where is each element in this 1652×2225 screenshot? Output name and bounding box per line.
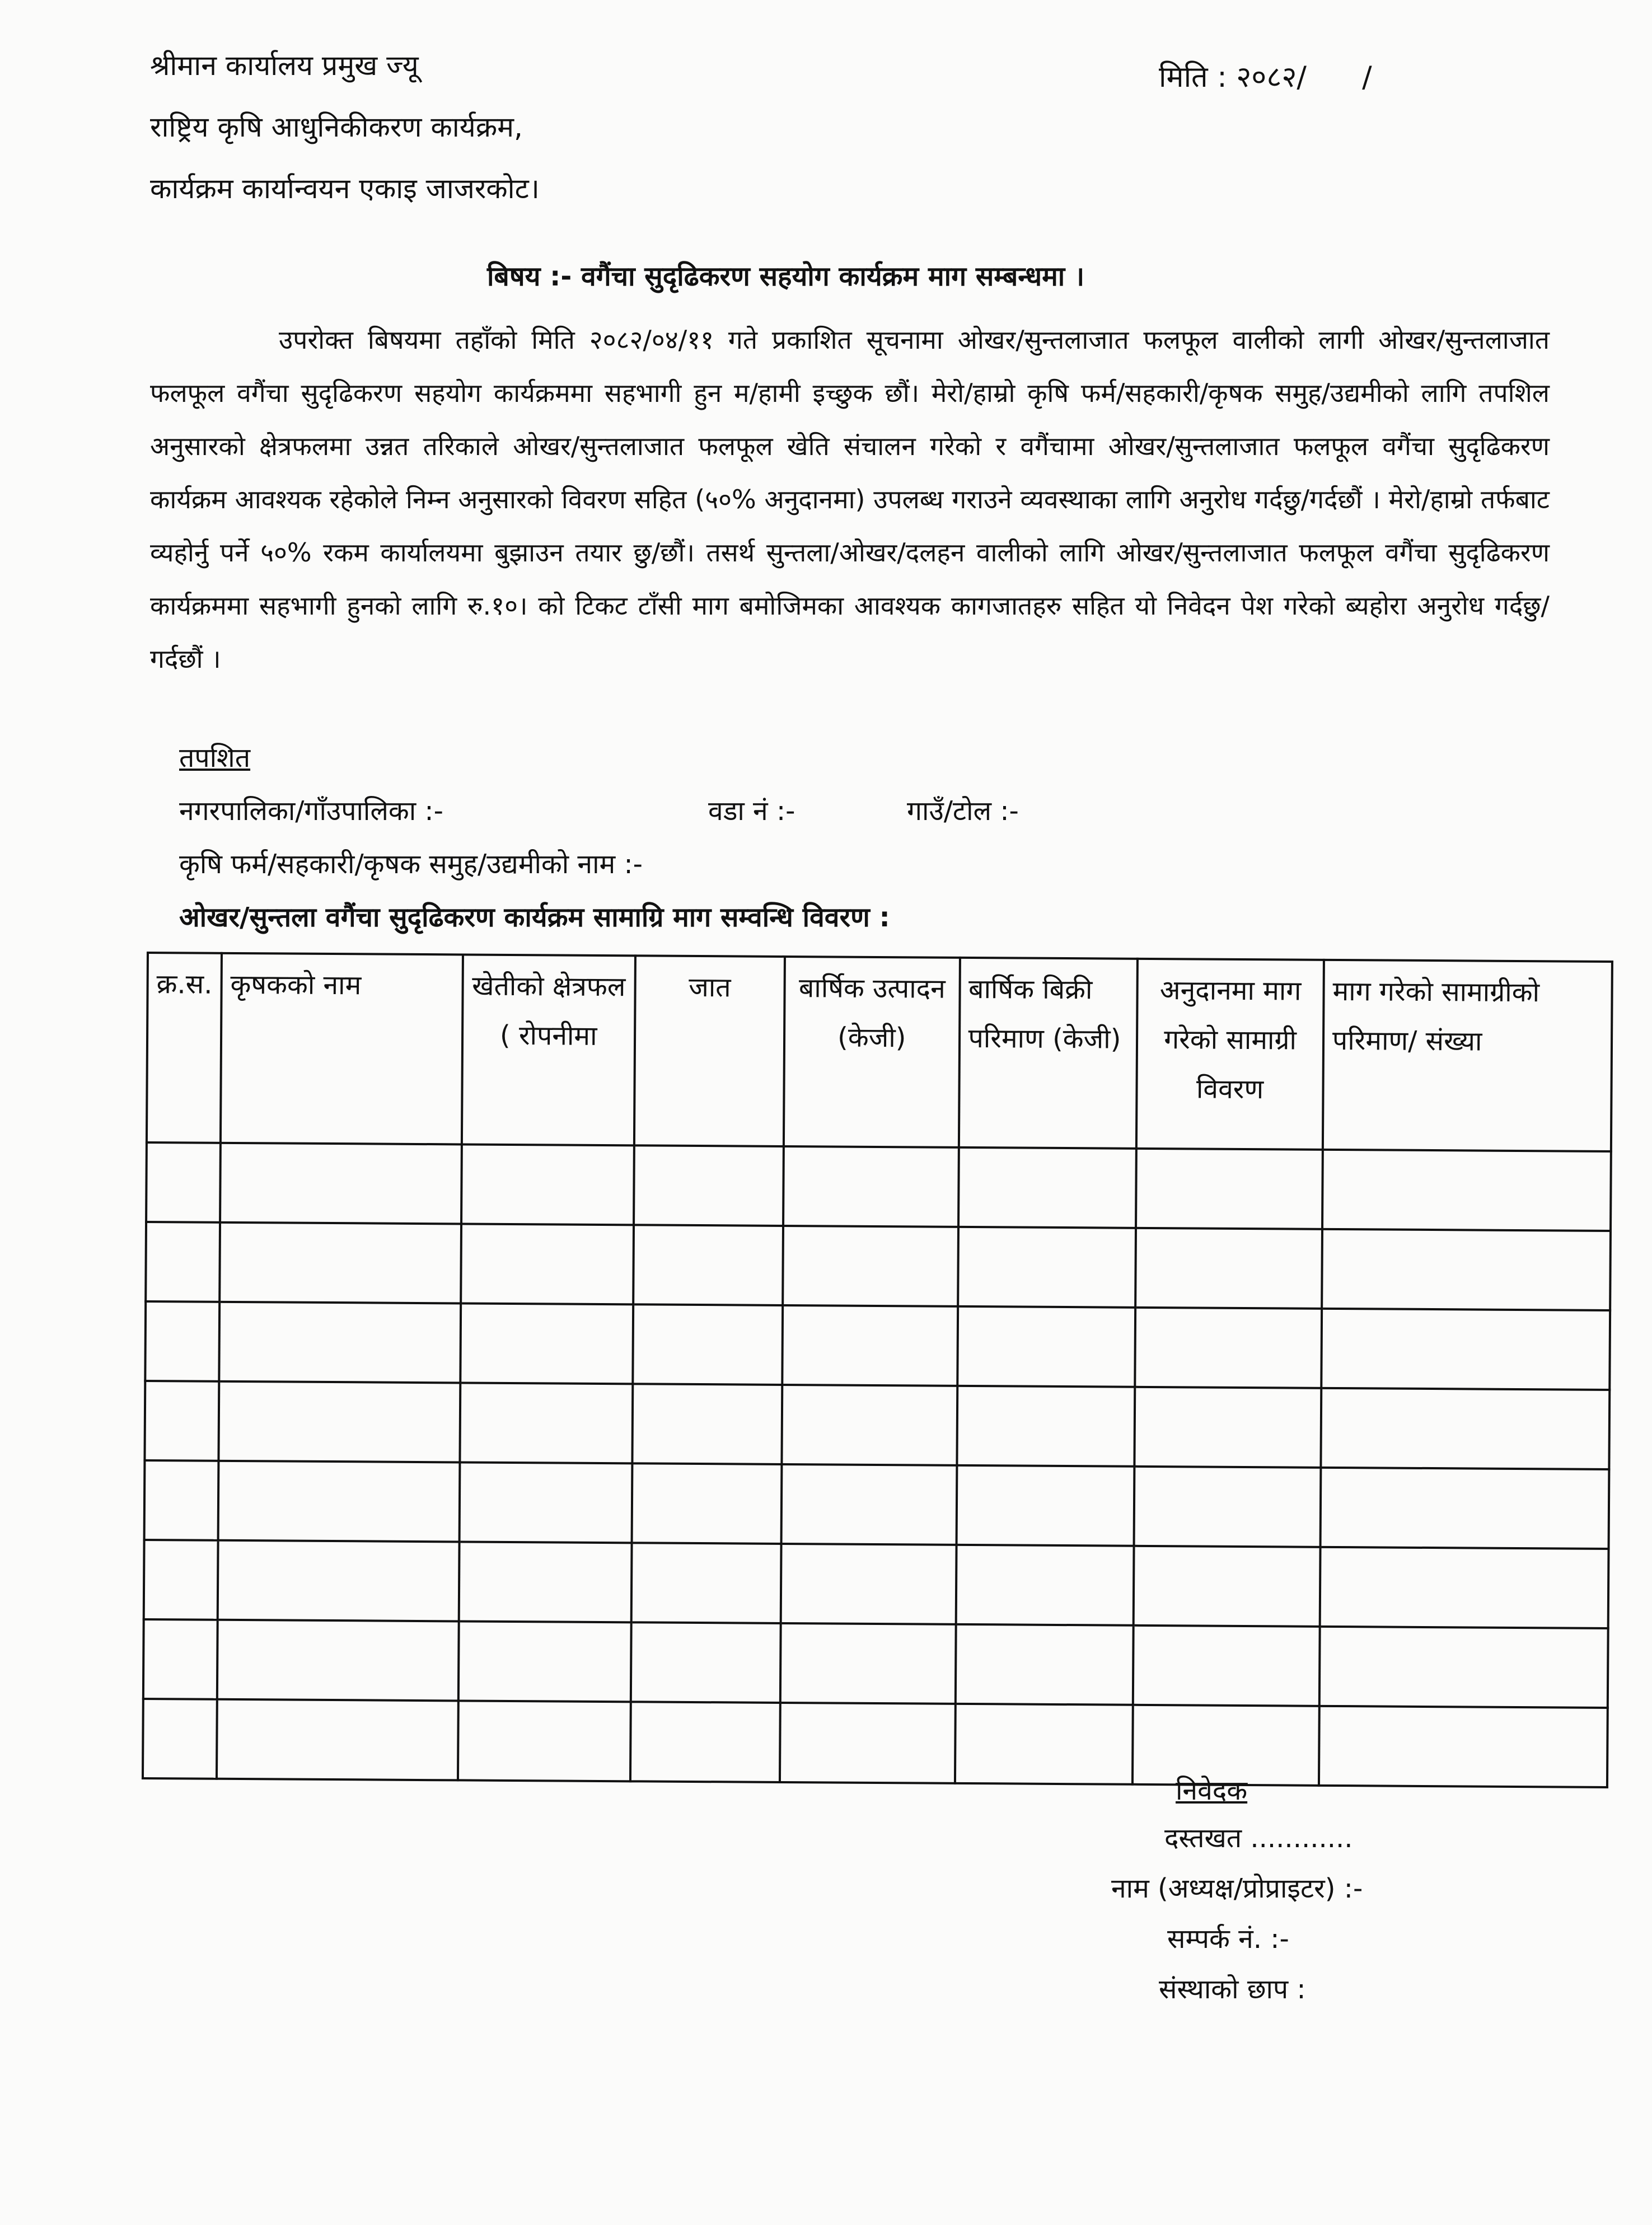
- col-material-quantity: माग गरेको सामाग्रीको परिमाण/ संख्या: [1323, 960, 1612, 1151]
- table-cell[interactable]: [782, 1305, 957, 1386]
- table-cell[interactable]: [958, 1147, 1136, 1228]
- table-cell[interactable]: [146, 1222, 220, 1302]
- table-cell[interactable]: [219, 1302, 461, 1383]
- table-cell[interactable]: [144, 1460, 219, 1540]
- table-cell[interactable]: [458, 1621, 631, 1702]
- table-cell[interactable]: [460, 1383, 633, 1463]
- applicant-name-field[interactable]: नाम (अध्यक्ष/प्रोप्राइटर) :-: [1111, 1873, 1363, 1904]
- table-cell[interactable]: [630, 1622, 780, 1703]
- col-farm-area: खेतीको क्षेत्रफल ( रोपनीमा: [462, 954, 635, 1145]
- table-cell[interactable]: [460, 1303, 633, 1384]
- date-label: मिति :: [1159, 60, 1227, 94]
- ward-field[interactable]: वडा नं :-: [708, 795, 795, 827]
- table-row: [145, 1301, 1610, 1390]
- table-row: [146, 1222, 1611, 1310]
- table-cell[interactable]: [1135, 1228, 1322, 1309]
- col-subsidy-material: अनुदानमा माग गरेको सामाग्री विवरण: [1136, 959, 1324, 1150]
- table-cell[interactable]: [459, 1462, 632, 1543]
- table-cell[interactable]: [957, 1386, 1135, 1467]
- table-cell[interactable]: [458, 1542, 631, 1622]
- table-cell[interactable]: [634, 1145, 784, 1226]
- table-cell[interactable]: [461, 1144, 634, 1225]
- table-cell[interactable]: [219, 1222, 461, 1304]
- table-cell[interactable]: [633, 1225, 783, 1305]
- table-cell[interactable]: [631, 1543, 781, 1623]
- village-field[interactable]: गाउँ/टोल :-: [907, 795, 1019, 827]
- table-cell[interactable]: [144, 1540, 218, 1620]
- table-cell[interactable]: [780, 1703, 955, 1783]
- table-cell[interactable]: [458, 1701, 631, 1781]
- table-cell[interactable]: [958, 1227, 1136, 1308]
- table-cell[interactable]: [783, 1226, 958, 1306]
- table-row: [143, 1619, 1608, 1708]
- table-cell[interactable]: [1322, 1229, 1611, 1310]
- table-cell[interactable]: [1319, 1706, 1608, 1787]
- table-row: [144, 1460, 1609, 1549]
- table-cell[interactable]: [631, 1463, 781, 1544]
- table-cell[interactable]: [218, 1540, 460, 1622]
- table-cell[interactable]: [781, 1544, 956, 1624]
- application-body: उपरोक्त बिषयमा तहाँको मिति २०८२/०४/११ गते प्रकाशित सूचनामा ओखर/सुन्तलाजात फलफूल वालीको लागी ओखर/सुन्तलाजात फलफूल वगैंचा सुदृढिकरण सहयोग कार्यक्रममा सहभागी हुन म/हामी इच्छुक छौं। मेरो/हाम्रो कृषि फर्म/सहकारी/कृषक समुह/उद्यमीको लागि तपशिल अनुसारको क्षेत्रफलमा उन्नत तरिकाले ओखर/सुन्तलाजात फलफूल खेति संचालन गरेको र वगैंचामा ओखर/सुन्तलाजात फलफूल वगैंचा सुदृढिकरण कार्यक्रम आवश्यक रहेकोले निम्न अनुसारको विवरण सहित (५०% अनुदानमा) उपलब्ध गराउने व्यवस्थाका लागि अनुरोध गर्दछु/गर्दछौं । मेरो/हाम्रो तर्फबाट व्यहोर्नु पर्ने ५०% रकम कार्यालयमा बुझाउन तयार छु/छौं। तसर्थ सुन्तला/ओखर/दलहन वालीको लागि ओखर/सुन्तलाजात फलफूल वगैंचा सुदृढिकरण कार्यक्रममा सहभागी हुनको लागि रु.१०। को टिकट टाँसी माग बमोजिमका आवश्यक कागजातहरु सहित यो निवेदन पेश गरेको ब्यहोरा अनुरोध गर्दछु/गर्दछौं ।: [150, 325, 1550, 674]
- table-header-row: [147, 953, 1612, 1151]
- table-cell[interactable]: [1319, 1627, 1608, 1708]
- table-cell[interactable]: [1320, 1547, 1609, 1628]
- col-serial: क्र.स.: [147, 953, 222, 1143]
- subject-line: बिषय :- वगैंचा सुदृढिकरण सहयोग कार्यक्रम माग सम्बन्धमा ।: [487, 261, 1085, 292]
- table-cell[interactable]: [146, 1142, 221, 1222]
- table-cell[interactable]: [1134, 1546, 1321, 1627]
- table-cell[interactable]: [220, 1143, 462, 1224]
- table-cell[interactable]: [954, 1704, 1132, 1784]
- table-cell[interactable]: [780, 1623, 956, 1704]
- table-cell[interactable]: [1135, 1387, 1322, 1468]
- date-field: [1159, 60, 1372, 94]
- contact-number-field[interactable]: सम्पर्क नं. :-: [1167, 1923, 1289, 1955]
- table-cell[interactable]: [955, 1624, 1133, 1705]
- col-variety: जात: [634, 955, 784, 1146]
- table-cell[interactable]: [630, 1702, 780, 1782]
- table-cell[interactable]: [143, 1619, 218, 1699]
- table-cell[interactable]: [218, 1461, 460, 1542]
- table-cell[interactable]: [145, 1301, 219, 1381]
- col-farmer-name: कृषकको नाम: [221, 953, 463, 1145]
- addressee-line-3: कार्यक्रम कार्यान्वयन एकाइ जाजरकोट।: [150, 172, 540, 205]
- table-cell[interactable]: [1320, 1468, 1609, 1549]
- table-cell[interactable]: [1322, 1150, 1611, 1231]
- addressee-line-2: राष्ट्रिय कृषि आधुनिकीकरण कार्यक्रम,: [150, 111, 523, 143]
- applicant-heading: निवेदक: [1176, 1775, 1248, 1806]
- table-cell[interactable]: [1136, 1149, 1323, 1229]
- table-row: [144, 1540, 1609, 1628]
- organization-stamp-field[interactable]: संस्थाको छाप :: [1159, 1974, 1306, 2005]
- table-row: [144, 1381, 1609, 1469]
- table-cell[interactable]: [143, 1699, 217, 1779]
- details-heading: तपशित: [179, 742, 251, 774]
- table-cell[interactable]: [781, 1464, 957, 1545]
- signature-field[interactable]: दस्तखत ............: [1164, 1823, 1353, 1854]
- table-cell[interactable]: [1321, 1309, 1610, 1390]
- table-cell[interactable]: [781, 1385, 957, 1465]
- table-cell[interactable]: [783, 1146, 958, 1227]
- table-cell[interactable]: [144, 1381, 219, 1461]
- table-cell[interactable]: [1135, 1308, 1322, 1388]
- table-cell[interactable]: [1134, 1467, 1321, 1547]
- table-cell[interactable]: [217, 1620, 459, 1701]
- table-cell[interactable]: [633, 1304, 783, 1385]
- table-cell[interactable]: [217, 1699, 458, 1781]
- date-value[interactable]: २०८२/ /: [1236, 60, 1372, 94]
- table-cell[interactable]: [956, 1465, 1134, 1546]
- table-cell[interactable]: [1321, 1388, 1609, 1469]
- table-cell[interactable]: [218, 1381, 460, 1463]
- table-cell[interactable]: [1133, 1626, 1320, 1706]
- col-annual-production: बार्षिक उत्पादन (केजी): [784, 957, 960, 1147]
- municipality-field[interactable]: नगरपालिका/गाँउपालिका :-: [179, 795, 443, 827]
- table-caption: ओखर/सुन्तला वगैंचा सुदृढिकरण कार्यक्रम सामाग्रि माग सम्वन्धि विवरण :: [179, 902, 890, 933]
- table-cell[interactable]: [956, 1545, 1134, 1626]
- table-cell[interactable]: [632, 1384, 782, 1464]
- table-row: [143, 1699, 1608, 1787]
- materials-request-table: [142, 952, 1613, 1788]
- table-cell[interactable]: [461, 1224, 634, 1304]
- org-name-field[interactable]: कृषि फर्म/सहकारी/कृषक समुह/उद्यमीको नाम :-: [179, 849, 643, 880]
- table-row: [146, 1142, 1611, 1231]
- addressee-line-1: श्रीमान कार्यालय प्रमुख ज्यू: [150, 49, 419, 82]
- table-cell[interactable]: [957, 1306, 1135, 1387]
- col-annual-sales: बार्षिक बिक्री परिमाण (केजी): [958, 958, 1138, 1149]
